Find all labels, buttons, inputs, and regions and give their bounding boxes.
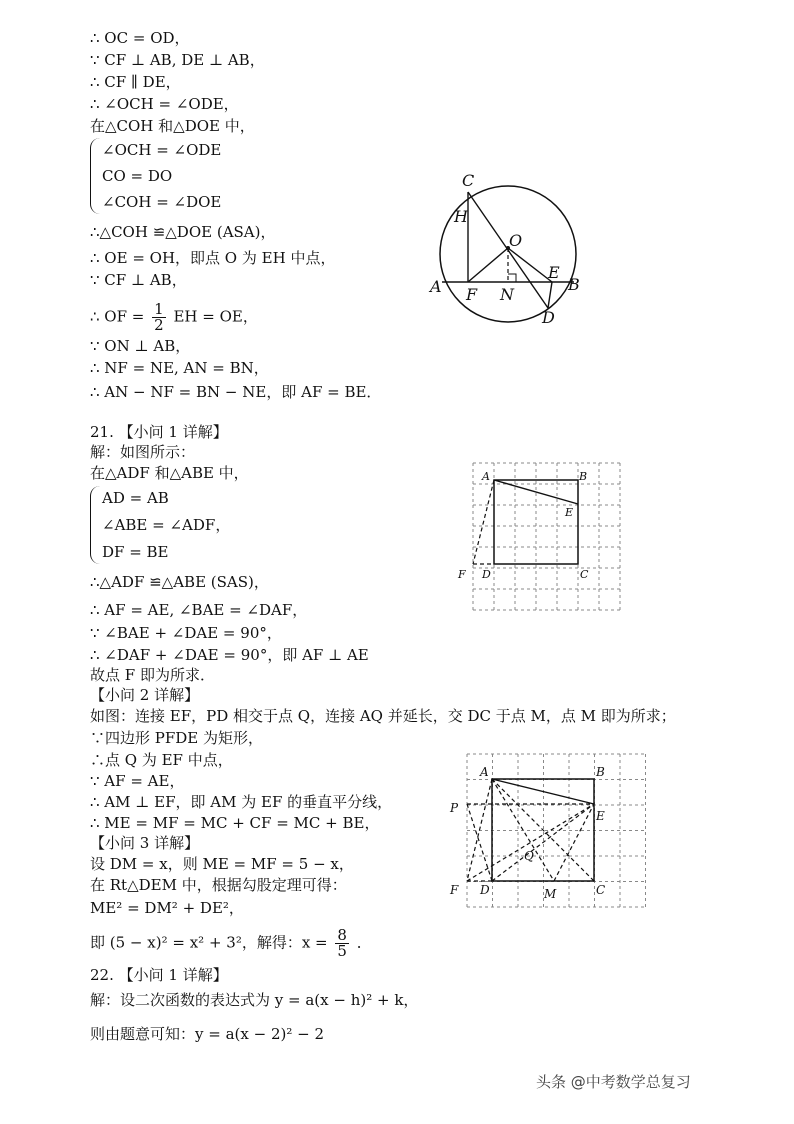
proof-line-4: ∴ ∠OCH = ∠ODE， xyxy=(90,95,239,113)
proof-line-9-right: EH = OE， xyxy=(173,307,258,326)
q22-line-1: 解：设二次函数的表达式为 y = a(x − h)² + k， xyxy=(90,991,419,1009)
proof-line-7: ∴ OE = OH，即点 O 为 EH 中点， xyxy=(90,249,336,267)
brace-mark xyxy=(90,486,101,564)
fraction-denominator: 5 xyxy=(337,942,347,960)
q21-part3-line-4 xyxy=(90,928,372,959)
segment-af xyxy=(467,779,492,881)
label-c: C xyxy=(462,171,475,190)
segment-fo xyxy=(468,248,508,282)
q21-line-4: ∴ AF = AE, ∠BAE = ∠DAF， xyxy=(90,601,308,619)
segment-me xyxy=(554,804,594,881)
q21-part3-line-3: ME² = DM² + DE²， xyxy=(90,899,244,917)
proof-line-12: ∴ AN − NF = BN − NE，即 AF = BE． xyxy=(90,383,382,401)
q21-brace-system xyxy=(90,486,290,564)
q22-line-2: 则由题意可知：y = a(x − 2)² − 2 xyxy=(90,1025,324,1043)
segment-ed xyxy=(548,282,552,308)
grid2-label-b: B xyxy=(596,765,605,779)
q21-part2-line-4: ∵ AF = AE， xyxy=(90,772,185,790)
label-n: N xyxy=(500,285,514,304)
grid2-label-d: D xyxy=(480,883,490,897)
q21-header-3: 【小问 3 详解】 xyxy=(90,834,200,852)
q21-header: 21. 【小问 1 详解】 xyxy=(90,423,228,441)
q21-part3-line-4-left: 即 (5 − x)² = x² + 3²，解得：x = xyxy=(90,933,328,952)
grid2-label-f: F xyxy=(450,883,459,897)
grid1-label-c: C xyxy=(580,568,589,581)
proof-line-11: ∴ NF = NE, AN = BN， xyxy=(90,359,269,377)
grid2-label-a: A xyxy=(480,765,489,779)
q21-part3-line-2: 在 Rt△DEM 中，根据勾股定理可得： xyxy=(90,876,347,894)
q21-line-6: ∴ ∠DAF + ∠DAE = 90°，即 AF ⊥ AE xyxy=(90,646,369,664)
segment-af xyxy=(473,480,494,564)
label-e: E xyxy=(548,263,560,282)
label-a: A xyxy=(430,277,442,296)
label-o: O xyxy=(509,231,523,250)
grid2-label-m: M xyxy=(544,887,557,901)
proof-line-10: ∵ ON ⊥ AB， xyxy=(90,337,191,355)
brace-line-2: CO = DO xyxy=(102,167,173,185)
proof-line-5: 在△COH 和△DOE 中， xyxy=(90,117,255,135)
q21-part2-line-6: ∴ ME = MF = MC + CF = MC + BE， xyxy=(90,814,380,832)
grid1-label-b: B xyxy=(579,470,588,483)
q21-part3-line-1: 设 DM = x，则 ME = MF = 5 − x， xyxy=(90,855,354,873)
brace-line-1: AD = AB xyxy=(102,489,169,507)
q21-part2-line-1: 如图：连接 EF，PD 相交于点 Q，连接 AQ 并延长，交 DC 于点 M，点 M 即为所求； xyxy=(90,707,676,725)
q21-line-3: ∴△ADF ≌△ABE (SAS)， xyxy=(90,573,269,591)
grid1-label-f: F xyxy=(458,568,466,581)
right-angle-mark xyxy=(508,274,516,282)
fraction-numerator: 8 xyxy=(337,926,347,944)
q21-part2-line-3: ∴点 Q 为 EF 中点， xyxy=(90,751,233,769)
brace-line-2: ∠ABE = ∠ADF， xyxy=(102,516,231,534)
fraction-half xyxy=(152,302,166,333)
label-d: D xyxy=(542,308,555,327)
fraction-numerator: 1 xyxy=(154,300,164,318)
grid-figure-2 xyxy=(444,752,646,910)
brace-line-1: ∠OCH = ∠ODE xyxy=(102,141,222,159)
q21-part2-line-2: ∵四边形 PFDE 为矩形， xyxy=(90,729,264,747)
grid-figure-1 xyxy=(452,460,622,616)
q21-part3-line-4-right: ． xyxy=(356,933,372,952)
grid2-label-p: P xyxy=(450,801,459,815)
proof-line-3: ∴ CF ∥ DE， xyxy=(90,73,181,91)
proof-line-2: ∵ CF ⊥ AB, DE ⊥ AB， xyxy=(90,51,265,69)
q21-line-2: 在△ADF 和△ABE 中， xyxy=(90,464,249,482)
brace-line-3: DF = BE xyxy=(102,543,169,561)
q21-line-7: 故点 F 即为所求． xyxy=(90,666,215,684)
watermark: 头条 @中考数学总复习 xyxy=(536,1073,691,1091)
grid2-label-e: E xyxy=(596,809,605,823)
proof-line-9 xyxy=(90,302,258,333)
proof-line-8: ∵ CF ⊥ AB， xyxy=(90,271,187,289)
grid-lines xyxy=(467,754,646,907)
fraction-eight-fifths xyxy=(335,928,349,959)
segment-ae xyxy=(492,779,594,804)
q21-header-2: 【小问 2 详解】 xyxy=(90,686,200,704)
q21-part2-line-5: ∴ AM ⊥ EF，即 AM 为 EF 的垂直平分线， xyxy=(90,793,393,811)
grid1-label-a: A xyxy=(482,470,490,483)
proof-line-1: ∴ OC = OD， xyxy=(90,29,190,47)
grid-lines xyxy=(473,463,620,610)
brace-line-3: ∠COH = ∠DOE xyxy=(102,193,222,211)
circle-figure xyxy=(428,168,590,328)
segment-pd xyxy=(467,804,492,881)
segment-am xyxy=(492,779,554,881)
label-h: H xyxy=(454,207,468,226)
segment-fe xyxy=(467,804,594,881)
fraction-denominator: 2 xyxy=(154,316,164,334)
grid1-label-d: D xyxy=(482,568,491,581)
q21-line-5: ∵ ∠BAE + ∠DAE = 90°， xyxy=(90,624,282,642)
label-b: B xyxy=(568,275,580,294)
proof-brace-system xyxy=(90,138,290,214)
proof-line-6: ∴△COH ≌△DOE (ASA)， xyxy=(90,223,276,241)
segment-oe xyxy=(508,248,552,282)
grid2-label-c: C xyxy=(596,883,606,897)
q21-line-1: 解：如图所示： xyxy=(90,443,196,461)
label-f: F xyxy=(466,285,478,304)
grid1-label-e: E xyxy=(565,506,574,519)
q22-header: 22. 【小问 1 详解】 xyxy=(90,966,228,984)
proof-line-9-left: ∴ OF = xyxy=(90,307,145,326)
brace-mark xyxy=(90,138,101,214)
grid2-label-q: Q xyxy=(524,849,534,863)
segment-ac xyxy=(492,779,594,881)
